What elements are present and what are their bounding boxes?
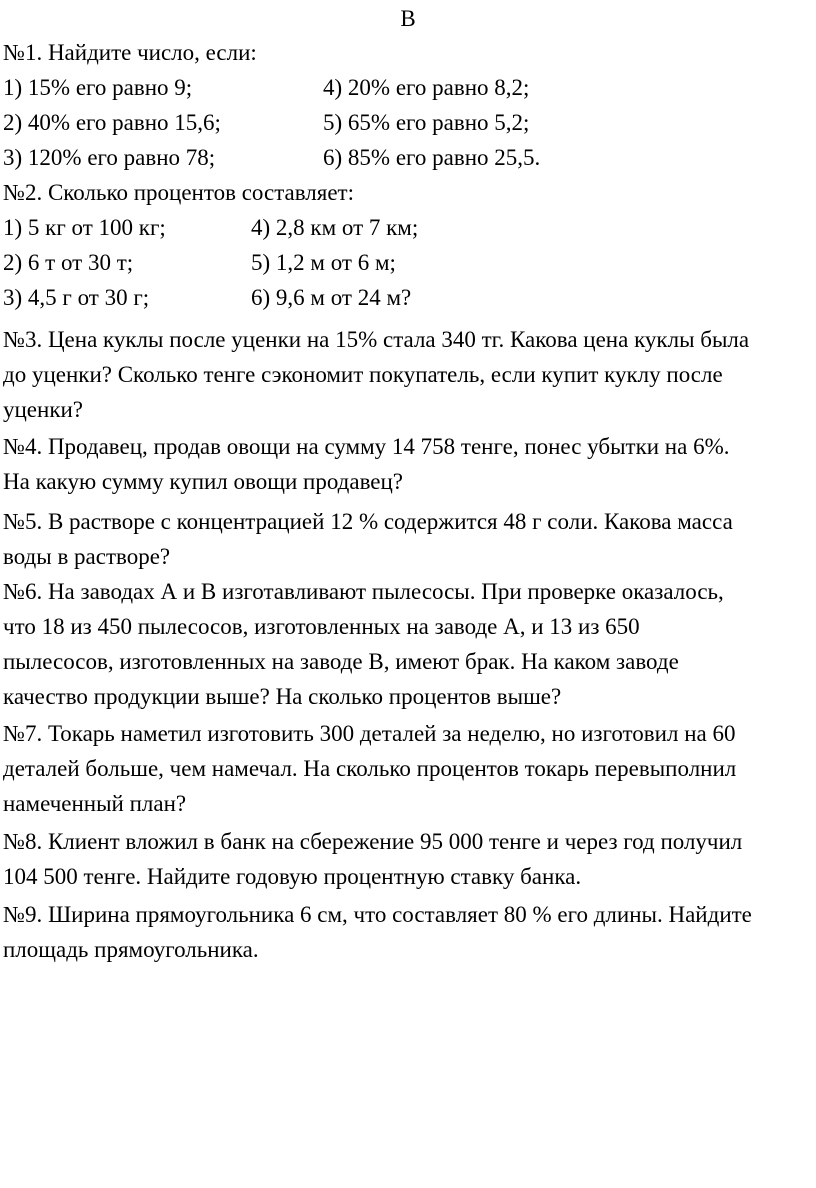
task2-row — [3, 283, 412, 313]
task9-line: площадь прямоугольника. — [3, 937, 259, 962]
task2-item: 5) 1,2 м от 6 м; — [251, 250, 396, 275]
task4-line: №4. Продавец, продав овощи на сумму 14 758 тенге, понес убытки на 6%. — [3, 434, 730, 459]
task2-row — [3, 213, 419, 243]
task2-item: 3) 4,5 г от 30 г; — [3, 285, 150, 310]
task1-row — [3, 73, 530, 103]
task6-line: пылесосов, изготовленных на заводе В, имеют брак. На каком заводе — [3, 649, 679, 674]
task1-row — [3, 108, 530, 138]
task2-heading: №2. Сколько процентов составляет: — [3, 180, 354, 205]
task2-item: 2) 6 т от 30 т; — [3, 250, 134, 275]
task7-line: деталей больше, чем намечал. На сколько процентов токарь перевыполнил — [3, 756, 737, 781]
task7-line: намеченный план? — [3, 791, 187, 816]
task4-line: На какую сумму купил овощи продавец? — [3, 469, 404, 494]
task2-item: 6) 9,6 м от 24 м? — [251, 285, 412, 310]
task1-item: 2) 40% его равно 15,6; — [3, 110, 221, 135]
task3-line: до уценки? Сколько тенге сэкономит покупатель, если купит куклу после — [3, 362, 723, 387]
task3-line: №3. Цена куклы после уценки на 15% стала 340 тг. Какова цена куклы была — [3, 327, 750, 352]
task8-line: 104 500 тенге. Найдите годовую процентную ставку банка. — [3, 864, 582, 889]
task1-item: 5) 65% его равно 5,2; — [323, 110, 530, 135]
task8-line: №8. Клиент вложил в банк на сбережение 95 000 тенге и через год получил — [3, 829, 743, 854]
task3-line: уценки? — [3, 397, 84, 422]
variant-title: В — [400, 6, 416, 31]
task9-line: №9. Ширина прямоугольника 6 см, что составляет 80 % его длины. Найдите — [3, 902, 752, 927]
task1-item: 3) 120% его равно 78; — [3, 145, 216, 170]
task2-row — [3, 248, 396, 278]
task2-item: 4) 2,8 км от 7 км; — [251, 215, 419, 240]
task1-heading: №1. Найдите число, если: — [3, 40, 257, 65]
task7-line: №7. Токарь наметил изготовить 300 деталей за неделю, но изготовил на 60 — [3, 721, 736, 746]
task6-line: №6. На заводах А и В изготавливают пылесосы. При проверке оказалось, — [3, 579, 724, 604]
task6-line: качество продукции выше? На сколько процентов выше? — [3, 684, 562, 709]
task5-line: воды в растворе? — [3, 544, 171, 569]
task6-line: что 18 из 450 пылесосов, изготовленных на заводе А, и 13 из 650 — [3, 614, 640, 639]
task5-line: №5. В растворе с концентрацией 12 % содержится 48 г соли. Какова масса — [3, 509, 733, 534]
task1-item: 1) 15% его равно 9; — [3, 75, 193, 100]
task1-row — [3, 143, 541, 173]
task1-item: 4) 20% его равно 8,2; — [323, 75, 530, 100]
task1-item: 6) 85% его равно 25,5. — [323, 145, 541, 170]
task2-item: 1) 5 кг от 100 кг; — [3, 215, 166, 240]
